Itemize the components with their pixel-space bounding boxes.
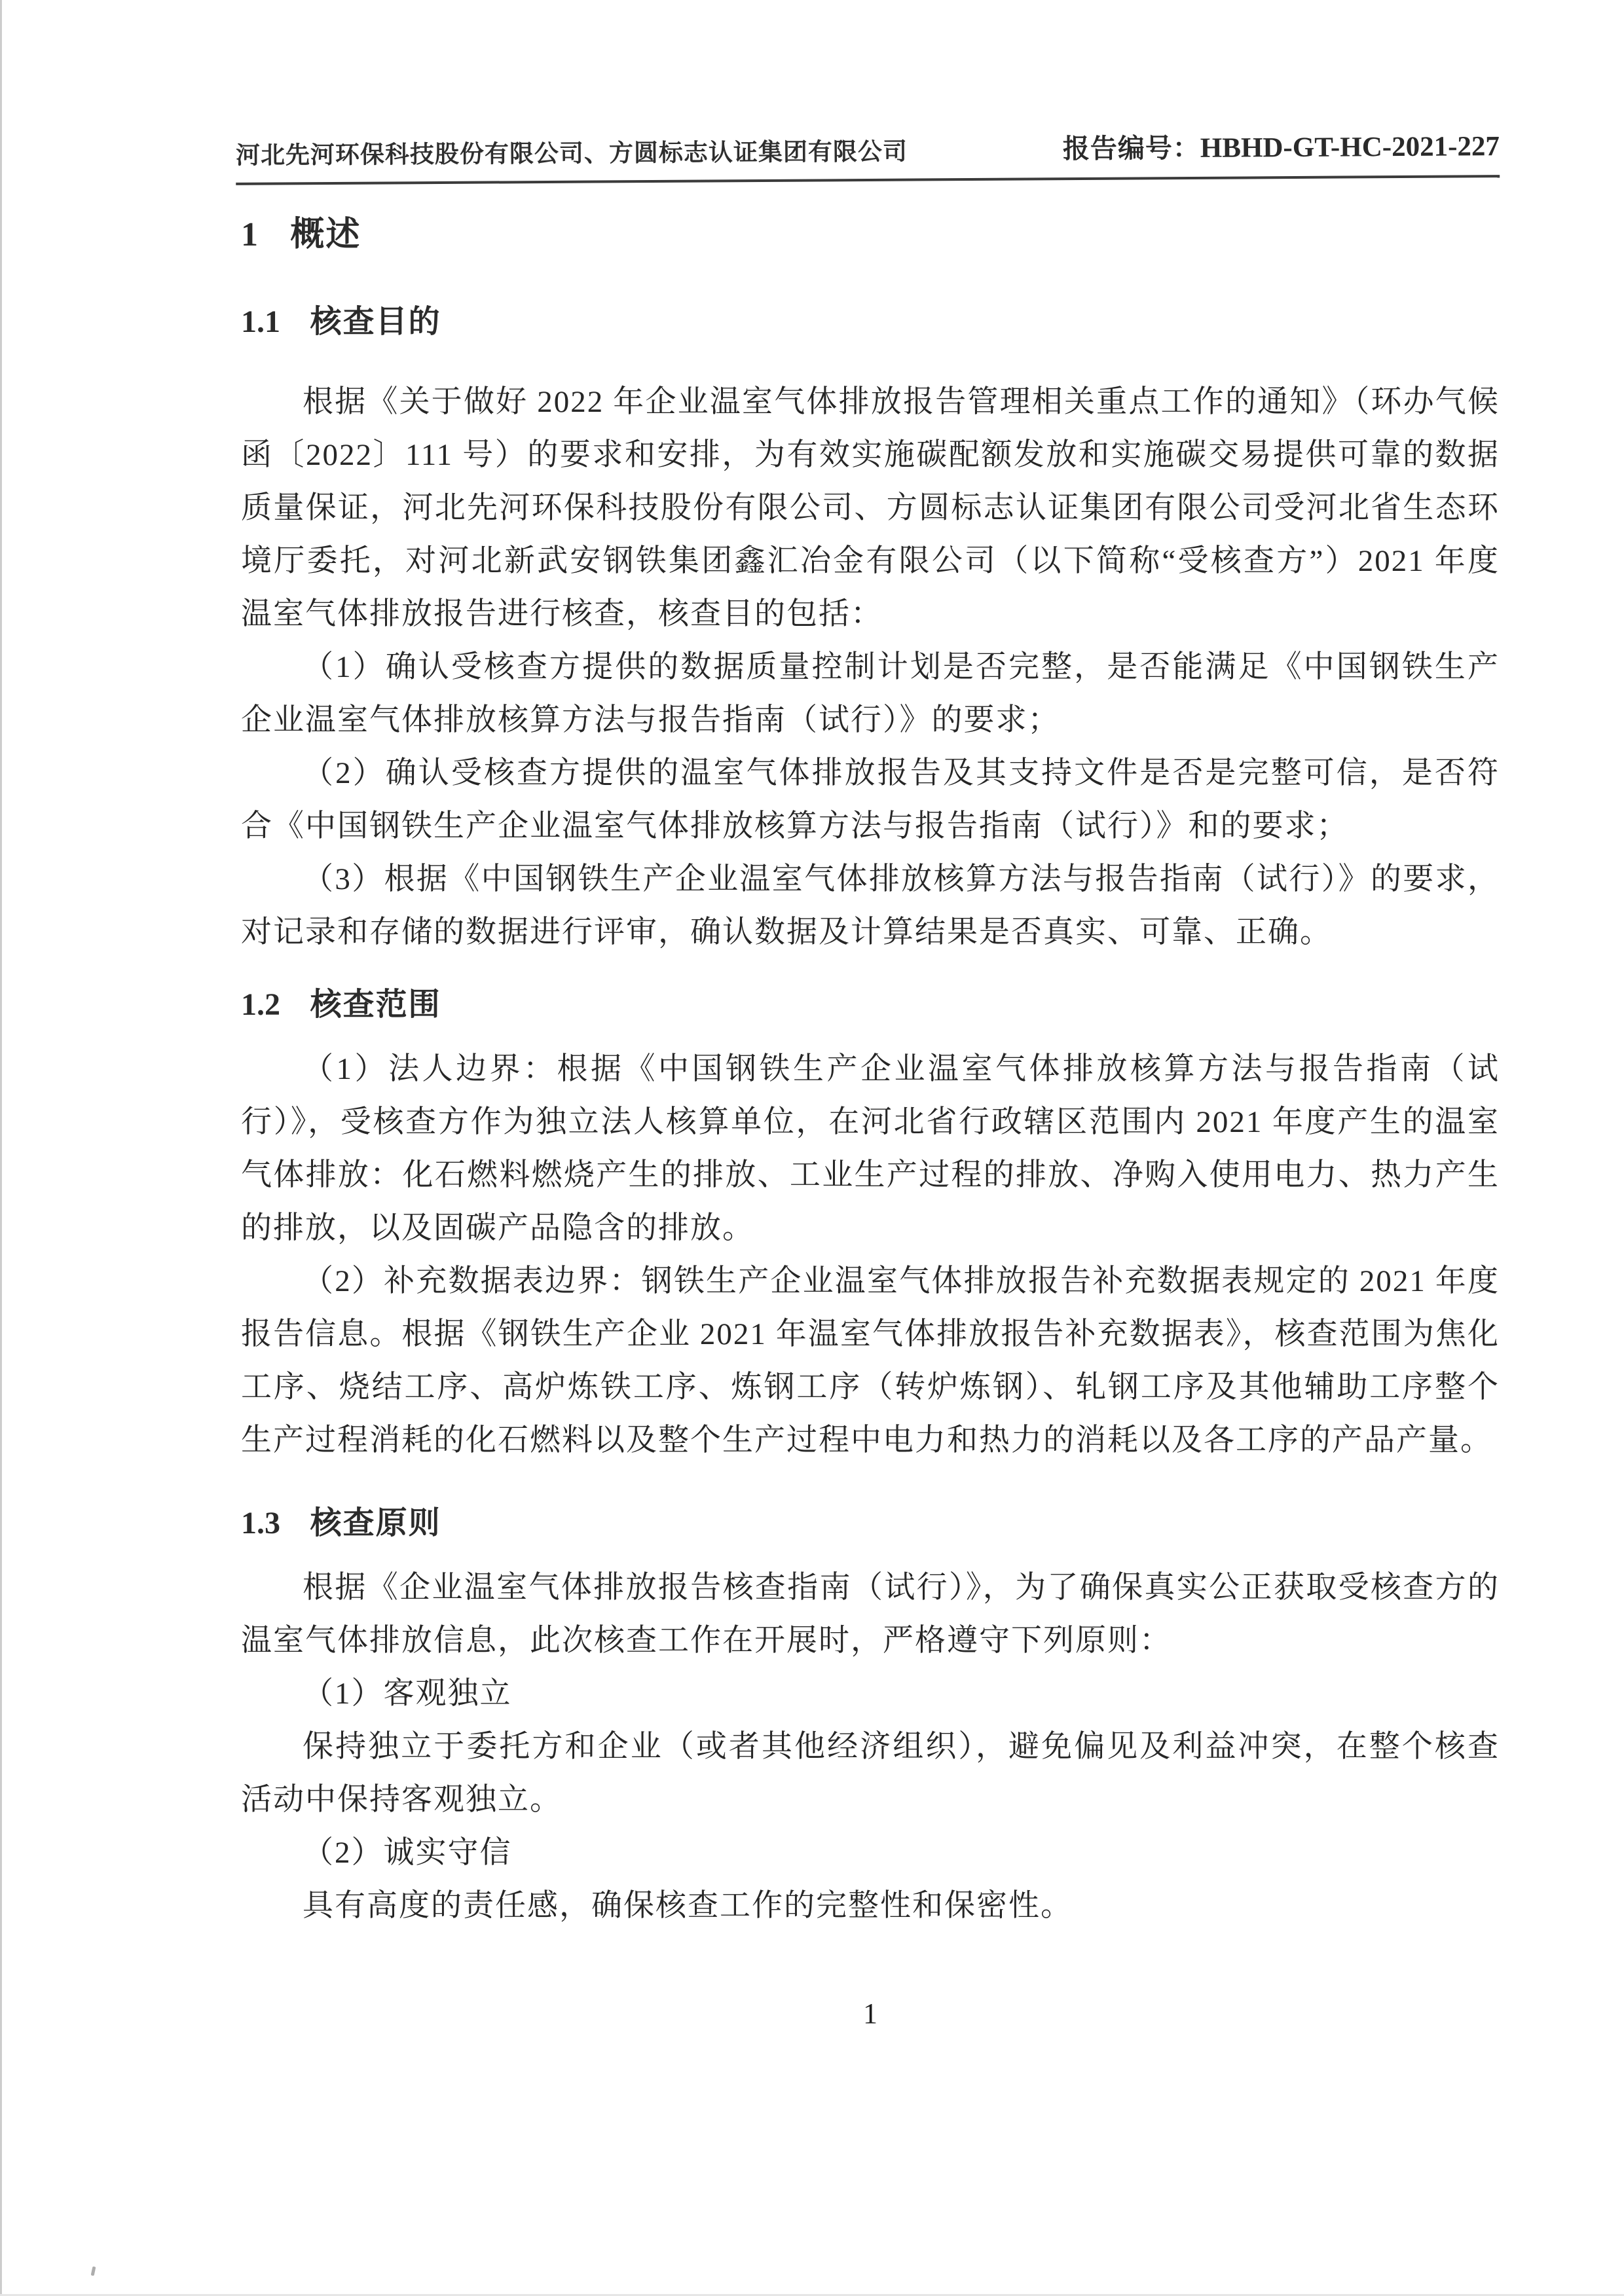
header-report-number [1063,124,1500,166]
scan-speck-artifact [91,2267,96,2276]
page-number: 1 [863,1997,877,2030]
report-number-label: 报告编号： [1062,132,1200,164]
paragraph: （1）法人边界：根据《中国钢铁生产企业温室气体排放核算方法与报告指南（试行）》，受核查方作为独立法人核算单位，在河北省行政辖区范围内 2021 年度产生的温室气体排放：化石燃料燃烧产生的排放、工业生产过程的排放、净购入使用电力、热力产生的排放，以及固碳产品隐含的排放。 [241,1052,1500,1245]
section-1-2-heading [241,985,1500,1025]
paragraph: 保持独立于委托方和企业（或者其他经济组织），避免偏见及利益冲突，在整个核查活动中保持客观独立。 [241,1730,1500,1817]
section-1-2-title: 核查范围 [310,987,441,1022]
section-1-3-number: 1.3 [241,1506,280,1540]
paragraph: （2）补充数据表边界：钢铁生产企业温室气体排放报告补充数据表规定的 2021 年度报告信息。根据《钢铁生产企业 2021 年温室气体排放报告补充数据表》，核查范围为焦化工序、烧结工序、高炉炼铁工序、炼钢工序（转炉炼钢）、轧钢工序及其他辅助工序整个生产过程消耗的化石燃料以及整个生产过程中电力和热力的消耗以及各工序的产品产量。 [241,1264,1500,1457]
paragraph: （3）根据《中国钢铁生产企业温室气体排放核算方法与报告指南（试行）》的要求，对记录和存储的数据进行评审，确认数据及计算结果是否真实、可靠、正确。 [241,862,1500,949]
header-organizations: 河北先河环保科技股份有限公司、方圆标志认证集团有限公司 [235,138,908,170]
paragraph: （2）诚实守信 [303,1836,512,1870]
section-verification-purpose [241,302,1500,959]
section-1-3-title: 核查原则 [310,1506,441,1540]
paragraph: 根据《企业温室气体排放报告核查指南（试行）》，为了确保真实公正获取受核查方的温室气体排放信息，此次核查工作在开展时，严格遵守下列原则： [241,1571,1500,1658]
paragraph: （1）客观独立 [303,1677,512,1711]
paragraph: （2）确认受核查方提供的温室气体排放报告及其支持文件是否是完整可信，是否符合《中国钢铁生产企业温室气体排放核算方法与报告指南（试行）》和的要求； [241,756,1500,843]
section-1-1-title: 核查目的 [310,304,441,339]
chapter-number: 1 [241,216,258,253]
section-1-1-heading [241,302,1500,342]
paragraph: 根据《关于做好 2022 年企业温室气体排放报告管理相关重点工作的通知》（环办气候函〔2022〕111 号）的要求和安排，为有效实施碳配额发放和实施碳交易提供可靠的数据质量保证，河北先河环保科技股份有限公司、方圆标志认证集团有限公司受河北省生态环境厅委托，对河北新武安钢铁集团鑫汇冶金有限公司（以下简称“受核查方”）2021 年度温室气体排放报告进行核查，核查目的包括： [241,385,1500,631]
scan-edge-artifact-left [0,0,2,2296]
section-verification-principles [241,1504,1500,1933]
chapter-heading [241,215,1500,255]
page-header [236,124,1500,185]
section-verification-scope [241,985,1500,1467]
paragraph: 具有高度的责任感，确保核查工作的完整性和保密性。 [303,1889,1073,1923]
section-1-3-heading [241,1504,1500,1543]
page-footer [241,1997,1500,2030]
section-1-1-number: 1.1 [241,304,280,339]
report-number-value: HBHD-GT-HC-2021-227 [1200,131,1500,164]
paragraph: （1）确认受核查方提供的数据质量控制计划是否完整，是否能满足《中国钢铁生产企业温室气体排放核算方法与报告指南（试行）》的要求； [241,650,1500,737]
document-body [241,195,1500,1933]
section-1-2-number: 1.2 [241,987,280,1022]
chapter-title: 概述 [290,216,361,253]
